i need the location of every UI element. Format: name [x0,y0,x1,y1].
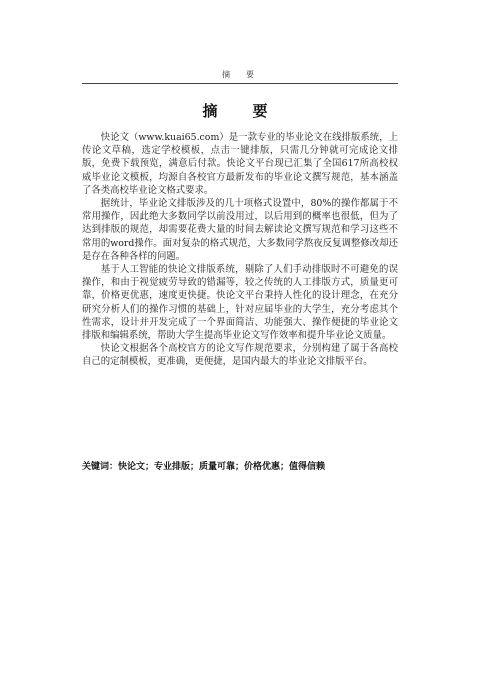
abstract-paragraph-1: 快论文（www.kuai65.com）是一款专业的毕业论文在线排版系统，上传论文草稿，选定学校模板，点击一键排版，只需几分钟就可完成论文排版，免费下载预览，满意后付款。快论文平台现已汇集了全国617所高校权威毕业论文模板，均源自各校官方最新发布的毕业论文撰写规范，基本涵盖了各类高校毕业论文格式要求。 [82,132,398,196]
abstract-paragraph-4: 快论文根据各个高校官方的论文写作规范要求，分别构建了属于各高校自己的定制模板，更准确，更便捷，是国内最大的毕业论文排版平台。 [82,343,398,368]
running-header: 摘 要 [222,70,258,79]
header-rule [82,83,398,84]
abstract-paragraph-2: 据统计，毕业论文排版涉及的几十项格式设置中，80%的操作都属于不常用操作，因此绝大多数同学以前没用过，以后用到的概率也很低，但为了达到排版的规范，却需要花费大量的时间去解读论文撰写规范和学习这些不常用的word操作。面对复杂的格式规范，大多数同学熬夜反复调整修改却还是存在各种各样的问题。 [82,198,398,262]
abstract-title: 摘 要 [202,102,278,120]
keywords-line: 关键词：快论文；专业排版；质量可靠；价格优惠；值得信赖 [82,462,326,472]
abstract-paragraph-3: 基于人工智能的快论文排版系统，剔除了人们手动排版时不可避免的误操作，和由于视觉疲劳导致的错漏等，较之传统的人工排版方式，质量更可靠，价格更优惠，速度更快捷。快论文平台秉持人性化的设计理念，在充分研究分析人们的操作习惯的基础上，针对应届毕业的大学生，充分考虑其个性需求，设计并开发完成了一个界面简洁、功能强大、操作便捷的毕业论文排版和编辑系统，帮助大学生提高毕业论文写作效率和提升毕业论文质量。 [82,264,398,342]
abstract-body [82,131,398,369]
